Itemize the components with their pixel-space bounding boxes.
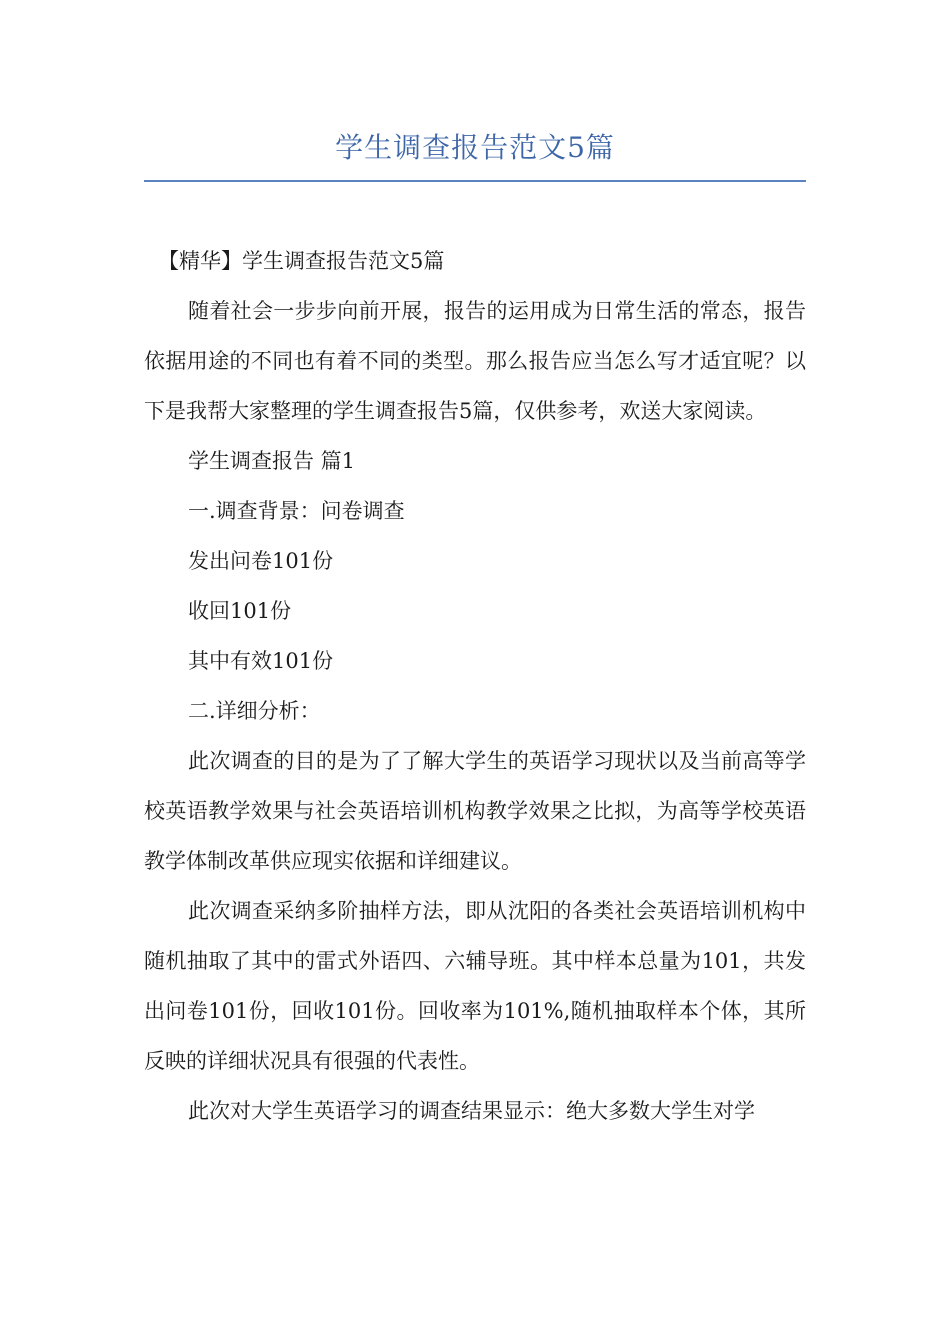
paragraph-method: 此次调查采纳多阶抽样方法，即从沈阳的各类社会英语培训机构中随机抽取了其中的雷式外语四、六辅导班。其中样本总量为101，共发出问卷101份，回收101份。回收率为101%,随机抽取样本个体，其所反映的详细状况具有很强的代表性。	[144, 899, 806, 1073]
document-body	[144, 236, 806, 1136]
paragraph-background: 一.调查背景：问卷调查	[188, 499, 405, 523]
paragraph-issued: 发出问卷101份	[188, 549, 334, 573]
document-title: 学生调查报告范文5篇	[335, 131, 615, 164]
title-divider	[144, 180, 806, 182]
paragraph-returned: 收回101份	[188, 599, 292, 623]
paragraph-analysis-title: 二.详细分析：	[188, 699, 321, 723]
paragraph-section-title: 学生调查报告 篇1	[188, 449, 356, 473]
paragraph-valid: 其中有效101份	[188, 649, 334, 673]
paragraph-purpose: 此次调查的目的是为了了解大学生的英语学习现状以及当前高等学校英语教学效果与社会英语培训机构教学效果之比拟，为高等学校英语教学体制改革供应现实依据和详细建议。	[144, 749, 806, 873]
paragraph-results: 此次对大学生英语学习的调查结果显示：绝大多数大学生对学	[188, 1099, 755, 1123]
paragraph-heading: 【精华】学生调查报告范文5篇	[158, 249, 445, 273]
paragraph-intro: 随着社会一步步向前开展，报告的运用成为日常生活的常态，报告依据用途的不同也有着不同的类型。那么报告应当怎么写才适宜呢？以下是我帮大家整理的学生调查报告5篇，仅供参考，欢送大家阅读。	[144, 299, 806, 423]
